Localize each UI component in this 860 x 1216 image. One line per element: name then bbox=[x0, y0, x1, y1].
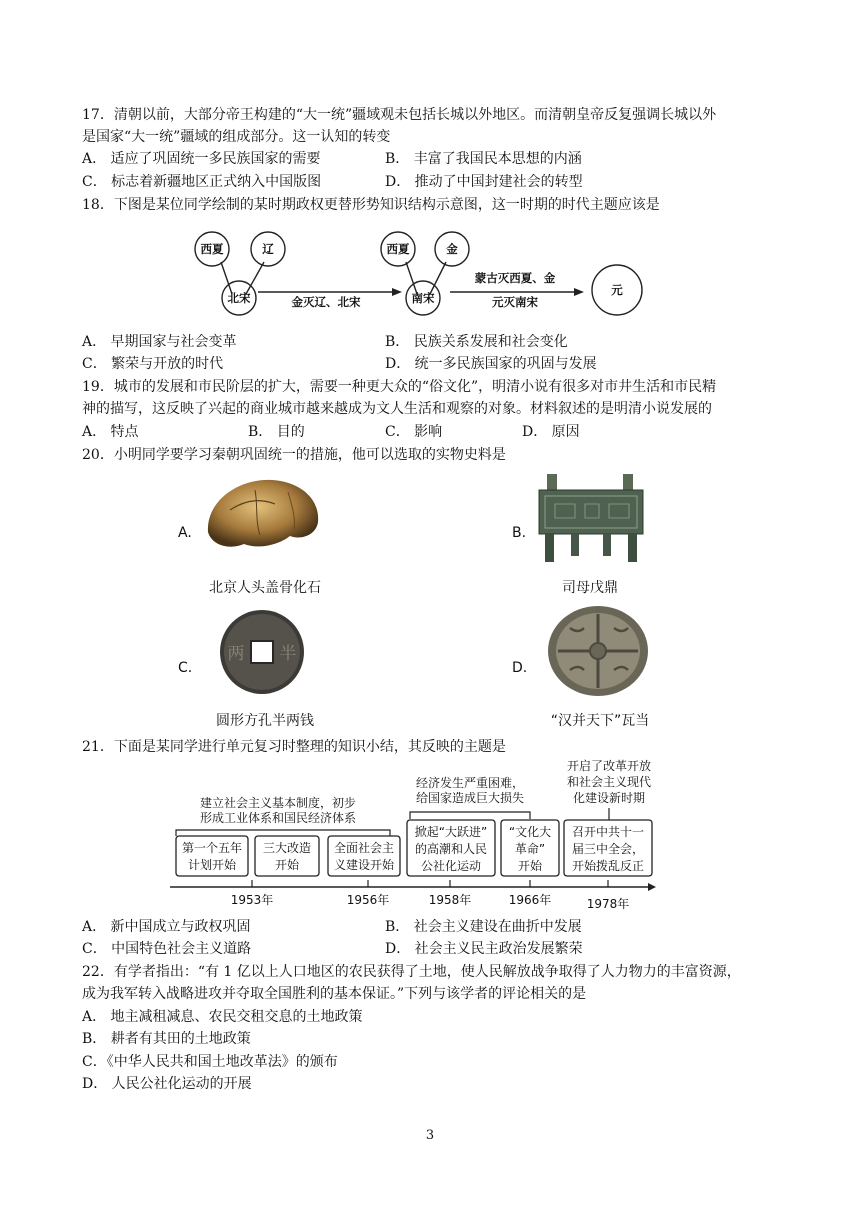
q21-option-a: A． 新中国成立与政权巩固 bbox=[82, 919, 251, 935]
q19-option-a: A． 特点 bbox=[82, 424, 139, 440]
arrow1-label: 金灭辽、北宋 bbox=[291, 295, 361, 309]
event-5-line2: 革命” bbox=[514, 842, 546, 856]
q21-option-b: B． 社会主义建设在曲折中发展 bbox=[385, 919, 582, 935]
event-5-line3: 开始 bbox=[517, 859, 543, 873]
timeline-diagram bbox=[160, 756, 660, 912]
q19-option-c: C． 影响 bbox=[385, 424, 443, 440]
year-1978: 1978年 bbox=[586, 897, 630, 911]
label-xixia-2: 西夏 bbox=[386, 242, 410, 256]
q22-stem-line2: 成为我军转入战略进攻并夺取全国胜利的基本保证。”下列与该学者的评论相关的是 bbox=[82, 986, 587, 1002]
regime-change-diagram bbox=[0, 222, 860, 322]
artifact-c-letter: C. bbox=[178, 660, 193, 676]
q17-stem-line1: 17．清朝以前，大部分帝王构建的“大一统”疆域观未包括长城以外地区。而清朝皇帝反复强调长城以外 bbox=[82, 107, 717, 123]
q17-option-d: D． 推动了中国封建社会的转型 bbox=[385, 174, 583, 190]
q17-option-c: C． 标志着新疆地区正式纳入中国版图 bbox=[82, 174, 322, 190]
coin-char-left: 两 bbox=[227, 644, 245, 664]
simuwu-ding-image bbox=[535, 472, 647, 564]
event-4-line2: 的高潮和人民 bbox=[414, 842, 488, 856]
skull-fossil-image bbox=[200, 470, 325, 560]
event-5-line1: “文化大 bbox=[508, 825, 552, 839]
q20-stem: 20．小明同学要学习秦朝巩固统一的措施，他可以选取的实物史料是 bbox=[82, 447, 506, 463]
artifact-c-label: 圆形方孔半两钱 bbox=[216, 713, 314, 729]
hanbingtianxia-wadang-image bbox=[546, 604, 650, 698]
event-6-line1: 召开中共十一 bbox=[571, 825, 645, 839]
note-mid-2: 给国家造成巨大损失 bbox=[415, 791, 525, 805]
event-3-line2: 义建设开始 bbox=[333, 858, 395, 872]
arrow2-label-bottom: 元灭南宋 bbox=[492, 295, 538, 309]
banliang-coin-image bbox=[218, 608, 306, 696]
event-2-line1: 三大改造 bbox=[262, 841, 312, 855]
artifact-d-label: “汉并天下”瓦当 bbox=[550, 713, 650, 729]
event-3-line1: 全面社会主 bbox=[333, 841, 395, 855]
q19-option-d: D． 原因 bbox=[522, 424, 580, 440]
event-4-line3: 公社化运动 bbox=[420, 859, 482, 873]
q18-option-b: B． 民族关系发展和社会变化 bbox=[385, 334, 568, 350]
q22-stem-line1: 22．有学者指出：“有 1 亿以上人口地区的农民获得了土地，使人民解放战争取得了人力物力的丰富资源， bbox=[82, 964, 741, 980]
timeline-arrowhead bbox=[648, 883, 656, 891]
q19-option-b: B． 目的 bbox=[248, 424, 305, 440]
q18-stem: 18．下图是某位同学绘制的某时期政权更替形势知识结构示意图，这一时期的时代主题应该是 bbox=[82, 197, 660, 213]
event-4-line1: 掀起“大跃进” bbox=[414, 825, 488, 839]
note-left-2: 形成工业体系和国民经济体系 bbox=[199, 811, 357, 825]
q18-option-d: D． 统一多民族国家的巩固与发展 bbox=[385, 356, 597, 372]
note-right-3: 化建设新时期 bbox=[572, 791, 646, 805]
note-mid-1: 经济发生严重困难， bbox=[415, 776, 525, 790]
note-right-2: 和社会主义现代 bbox=[566, 775, 652, 789]
artifact-d-letter: D. bbox=[512, 660, 528, 676]
q17-stem-line2: 是国家“大一统”疆域的组成部分。这一认知的转变 bbox=[82, 129, 391, 145]
arrow2-label-top: 蒙古灭西夏、金 bbox=[474, 271, 556, 285]
year-1958: 1958年 bbox=[428, 893, 472, 907]
coin-char-right: 半 bbox=[279, 644, 297, 664]
q17-option-b: B． 丰富了我国民本思想的内涵 bbox=[385, 151, 582, 167]
q18-option-c: C． 繁荣与开放的时代 bbox=[82, 356, 224, 372]
artifact-a-letter: A. bbox=[178, 525, 192, 541]
year-1953: 1953年 bbox=[230, 893, 274, 907]
label-liao: 辽 bbox=[262, 242, 274, 256]
q22-option-b: B． 耕者有其田的土地政策 bbox=[82, 1031, 251, 1047]
year-1966: 1966年 bbox=[508, 893, 552, 907]
event-6-line2: 届三中全会， bbox=[571, 842, 645, 856]
page-number: 3 bbox=[425, 1128, 435, 1143]
label-beisong: 北宋 bbox=[227, 291, 251, 305]
q21-option-c: C． 中国特色社会主义道路 bbox=[82, 941, 252, 957]
q21-stem: 21．下面是某同学进行单元复习时整理的知识小结，其反映的主题是 bbox=[82, 739, 506, 755]
artifact-a-label: 北京人头盖骨化石 bbox=[209, 580, 321, 596]
note-left-1: 建立社会主义基本制度，初步 bbox=[199, 796, 357, 810]
q22-option-a: A． 地主减租减息、农民交租交息的土地政策 bbox=[82, 1009, 363, 1025]
event-1-line1: 第一个五年 bbox=[181, 841, 243, 855]
note-right-1: 开启了改革开放 bbox=[566, 759, 652, 773]
event-1-line2: 计划开始 bbox=[187, 858, 237, 872]
q21-option-d: D． 社会主义民主政治发展繁荣 bbox=[385, 941, 583, 957]
label-yuan: 元 bbox=[611, 283, 623, 297]
q18-option-a: A． 早期国家与社会变革 bbox=[82, 334, 237, 350]
event-2-line2: 开始 bbox=[274, 858, 300, 872]
label-jin: 金 bbox=[446, 242, 458, 256]
artifact-b-letter: B. bbox=[512, 525, 527, 541]
q17-option-a: A． 适应了巩固统一多民族国家的需要 bbox=[82, 151, 321, 167]
label-nansong: 南宋 bbox=[411, 291, 435, 305]
q19-stem-line2: 神的描写，这反映了兴起的商业城市越来越成为文人生活和观察的对象。材料叙述的是明清小说发展的 bbox=[82, 401, 712, 417]
q19-stem-line1: 19．城市的发展和市民阶层的扩大，需要一种更大众的“俗文化”，明清小说有很多对市井生活和市民精 bbox=[82, 379, 717, 395]
label-xixia-1: 西夏 bbox=[200, 242, 224, 256]
year-1956: 1956年 bbox=[346, 893, 390, 907]
q22-option-c: C．《中华人民共和国土地改革法》的颁布 bbox=[82, 1054, 338, 1070]
artifact-b-label: 司母戊鼎 bbox=[562, 580, 618, 596]
q22-option-d: D． 人民公社化运动的开展 bbox=[82, 1076, 252, 1092]
event-6-line3: 开始拨乱反正 bbox=[571, 859, 645, 873]
